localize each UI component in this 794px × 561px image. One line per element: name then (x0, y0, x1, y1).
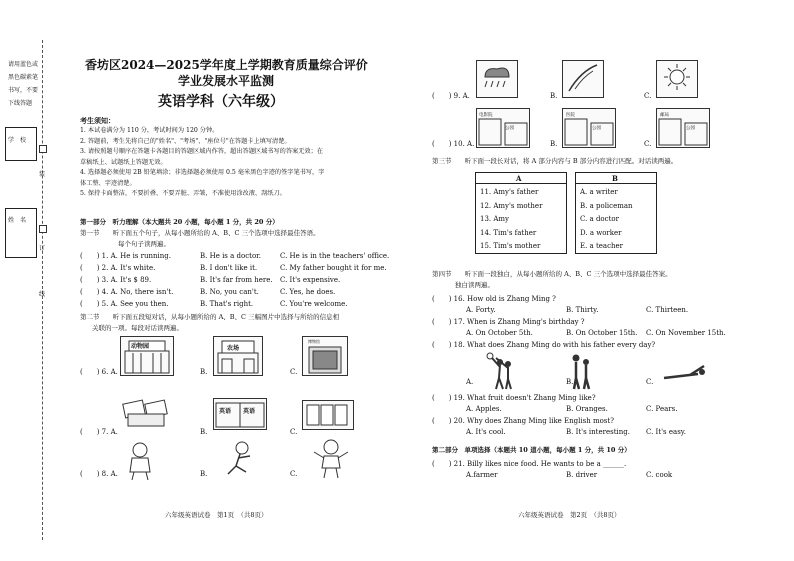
question-4[interactable]: ( ) 4. A. No, there isn't. (80, 288, 174, 296)
question-9[interactable]: ( ) 9. A. (432, 92, 470, 100)
instructions-list (80, 126, 324, 200)
option-a[interactable]: A. On October 5th. (466, 329, 533, 337)
option-a[interactable]: A. Apples. (466, 405, 502, 413)
section1-heading: 第一节 听下面五个句子，从每小题所给的 A、B、C 三个选项中选择最佳答语。 (80, 229, 320, 237)
bookshelf-picture (302, 400, 354, 430)
instructions-heading: 考生须知： (80, 116, 115, 125)
post-sign: 邮局 (660, 113, 669, 118)
option-c[interactable]: C. My father bought it for me. (280, 264, 387, 272)
option-b[interactable]: B. It's far from here. (200, 276, 273, 284)
section2-heading: 第二节 听下面五段短对话，从每小题所给的 A、B、C 三幅图片中选择与所给的信息相 (80, 313, 340, 321)
part2-heading: 第二部分 单项选择（本题共 10 道小题，每小题 1 分，共 10 分） (432, 446, 631, 454)
instruction-line: 草稿纸上、试题纸上答题无效。 (80, 158, 167, 166)
seal-char: 订 (39, 245, 46, 252)
rainy-weather-picture (476, 60, 518, 98)
option-c[interactable]: C. It's easy. (646, 428, 687, 436)
question-17[interactable]: ( ) 17. When is Zhang Ming's birthday ? (432, 318, 585, 326)
farm-sign: 农场 (227, 345, 240, 352)
question-2[interactable]: ( ) 2. A. It's white. (80, 264, 156, 272)
option-a[interactable]: A. (466, 378, 474, 386)
boy-running-picture (220, 440, 262, 480)
page-footer-1: 六年级英语试卷 第1页 （共8页） (165, 511, 268, 519)
question-3[interactable]: ( ) 3. A. It's $ 89. (80, 276, 152, 284)
option-c[interactable]: C. Thirteen. (646, 306, 689, 314)
seal-char: 线 (39, 291, 46, 298)
girl-reading-picture (120, 440, 160, 480)
option-c[interactable]: C. On November 15th. (646, 329, 726, 337)
notice-line: 下线答题 (8, 100, 33, 107)
match-a-item[interactable]: 13. Amy (480, 215, 510, 223)
park-sign: 公园 (592, 126, 601, 131)
option-b[interactable]: B. Thirty. (566, 306, 599, 314)
option-b[interactable]: B. Oranges. (566, 405, 608, 413)
question-6[interactable]: ( ) 6. A. (80, 368, 118, 376)
notice-line: 书写，不要 (8, 87, 39, 94)
basketball-picture (482, 352, 516, 390)
binding-hole (39, 225, 47, 233)
notice-line: 黑色碳素笔 (8, 74, 39, 81)
option-c[interactable]: C. (290, 428, 298, 436)
question-16[interactable]: ( ) 16. How old is Zhang Ming ? (432, 295, 556, 303)
section3-heading: 第三节 听下面一段长对话，将 A 部分内容与 B 部分内容进行匹配。对话读两遍。 (432, 157, 678, 165)
option-c[interactable]: C. (290, 470, 298, 478)
option-b[interactable]: B. (200, 428, 208, 436)
option-c[interactable]: C. Yes, he does. (280, 288, 336, 296)
match-b-item[interactable]: B. a policeman (580, 201, 633, 210)
exam-title: 香坊区2024—2025学年度上学期教育质量综合评价 (85, 58, 368, 72)
column-a-header: A (516, 174, 522, 183)
boy-dancing-picture (310, 438, 352, 480)
section4-heading: 第四节 听下面一段独白，从每小题所给的 A、B、C 三个选项中选择最佳答案。 (432, 270, 672, 278)
option-b[interactable]: B. (200, 470, 208, 478)
match-b-item[interactable]: E. a teacher (580, 242, 624, 250)
option-c[interactable]: C. (644, 92, 652, 100)
option-b[interactable]: B. It's interesting. (566, 428, 630, 436)
walking-picture (568, 352, 594, 390)
option-c[interactable]: C. (290, 368, 298, 376)
option-a[interactable]: A.farmer (466, 471, 498, 479)
instruction-line: 体工整、字迹清楚。 (80, 179, 136, 187)
match-a-list (480, 186, 542, 254)
name-label: 姓 名 (8, 217, 27, 224)
match-b-item[interactable]: A. a writer (580, 188, 618, 196)
museum-sign: 博物馆 (308, 339, 320, 344)
instruction-line: 5. 保持卡面整洁，不要折叠、不要弄脏、弄皱，不准使用涂改液、刮纸刀。 (80, 190, 286, 197)
section1-sub: 每个句子读两遍。 (118, 240, 170, 248)
option-b[interactable]: B. (200, 368, 208, 376)
option-c[interactable]: C. cook (646, 471, 673, 479)
match-a-item[interactable]: 12. Amy's mother (480, 201, 543, 210)
table-divider (575, 183, 657, 184)
question-20[interactable]: ( ) 20. Why does Zhang Ming like English most? (432, 417, 614, 425)
windy-weather-picture (562, 60, 604, 98)
swimming-picture (660, 364, 710, 384)
option-c[interactable]: C. It's expensive. (280, 276, 341, 284)
question-1[interactable]: ( ) 1. A. He is running. (80, 252, 171, 260)
cinema-sign: 电影院 (479, 113, 493, 118)
instruction-line: 2. 答题前，考生先将自己的"姓名"、"考场"、"座位号"在答题卡上填写清楚。 (80, 137, 291, 145)
section2-sub: 关联的一项。每段对话读两遍。 (92, 324, 183, 332)
option-c[interactable]: C. (644, 140, 652, 148)
option-a[interactable]: A. Forty. (466, 306, 496, 314)
option-b[interactable]: B. That's right. (200, 300, 254, 308)
option-b[interactable]: B. (550, 140, 558, 148)
match-a-item[interactable]: 11. Amy's father (480, 188, 539, 196)
option-c[interactable]: C. (646, 378, 654, 386)
option-a[interactable]: A. It's cool. (466, 428, 506, 436)
exam-subtitle: 学业发展水平监测 (178, 74, 275, 88)
match-a-item[interactable]: 15. Tim's mother (480, 242, 541, 250)
section4-sub: 独白读两遍。 (455, 281, 494, 289)
option-b[interactable]: B. I don't like it. (200, 264, 258, 272)
question-5[interactable]: ( ) 5. A. See you then. (80, 300, 169, 308)
instruction-line: 4. 选择题必须使用 2B 铅笔填涂；非选择题必须使用 0.5 毫米黑色字迹的签字笔书写，字 (80, 169, 325, 176)
match-a-item[interactable]: 14. Tim's father (480, 228, 537, 237)
option-b[interactable]: B. (550, 92, 558, 100)
binding-hole (39, 145, 47, 153)
books-picture (120, 396, 172, 430)
notice-line: 请用蓝色或 (8, 61, 39, 68)
match-b-item[interactable]: D. a worker (580, 228, 622, 237)
instruction-line: 1. 本试卷满分为 110 分，考试时间为 120 分钟。 (80, 127, 219, 134)
match-b-list (580, 186, 633, 254)
park-sign: 公园 (686, 126, 695, 131)
seal-char: 装 (39, 171, 46, 178)
question-19[interactable]: ( ) 19. What fruit doesn't Zhang Ming like? (432, 394, 596, 402)
option-b[interactable]: B. He is a doctor. (200, 252, 261, 260)
park-sign: 公园 (505, 126, 514, 131)
part1-heading: 第一部分 听力理解（本大题共 20 小题，每小题 1 分，共 20 分） (80, 218, 279, 226)
option-c[interactable]: C. He is in the teachers' office. (280, 252, 390, 260)
instruction-line: 3. 请按照题号顺序在答题卡各题目的答题区域内作答，超出答题区域书写的答案无效；在 (80, 148, 323, 155)
subject-title: 英语学科（六年级） (158, 94, 284, 110)
question-18[interactable]: ( ) 18. What does Zhang Ming do with his father every day? (432, 341, 656, 349)
school-label: 学 校 (8, 137, 27, 144)
question-10[interactable]: ( ) 10. A. (432, 140, 475, 148)
question-8[interactable]: ( ) 8. A. (80, 470, 118, 478)
book-label: 英语 (243, 408, 256, 415)
book-label: 英语 (219, 408, 232, 415)
option-b[interactable]: B. No, you can't. (200, 288, 259, 296)
farm-picture (213, 336, 263, 376)
option-c[interactable]: C. Pears. (646, 405, 678, 413)
zoo-sign: 动物园 (131, 343, 150, 350)
table-divider (475, 183, 567, 184)
match-b-item[interactable]: C. a doctor (580, 215, 619, 223)
sunny-weather-picture (656, 60, 698, 98)
hospital-sign: 医院 (566, 113, 575, 118)
option-b[interactable]: B. On October 15th. (566, 329, 638, 337)
option-b[interactable]: B. driver (566, 471, 598, 479)
option-c[interactable]: C. You're welcome. (280, 300, 348, 308)
sidebar-notice (8, 58, 38, 110)
page-footer-2: 六年级英语试卷 第2页 （共8页） (518, 511, 621, 519)
option-b[interactable]: B. (566, 378, 574, 386)
column-b-header: B (612, 174, 618, 183)
question-21[interactable]: ( ) 21. Billy likes nice food. He wants to be a ______. (432, 460, 627, 468)
question-7[interactable]: ( ) 7. A. (80, 428, 118, 436)
